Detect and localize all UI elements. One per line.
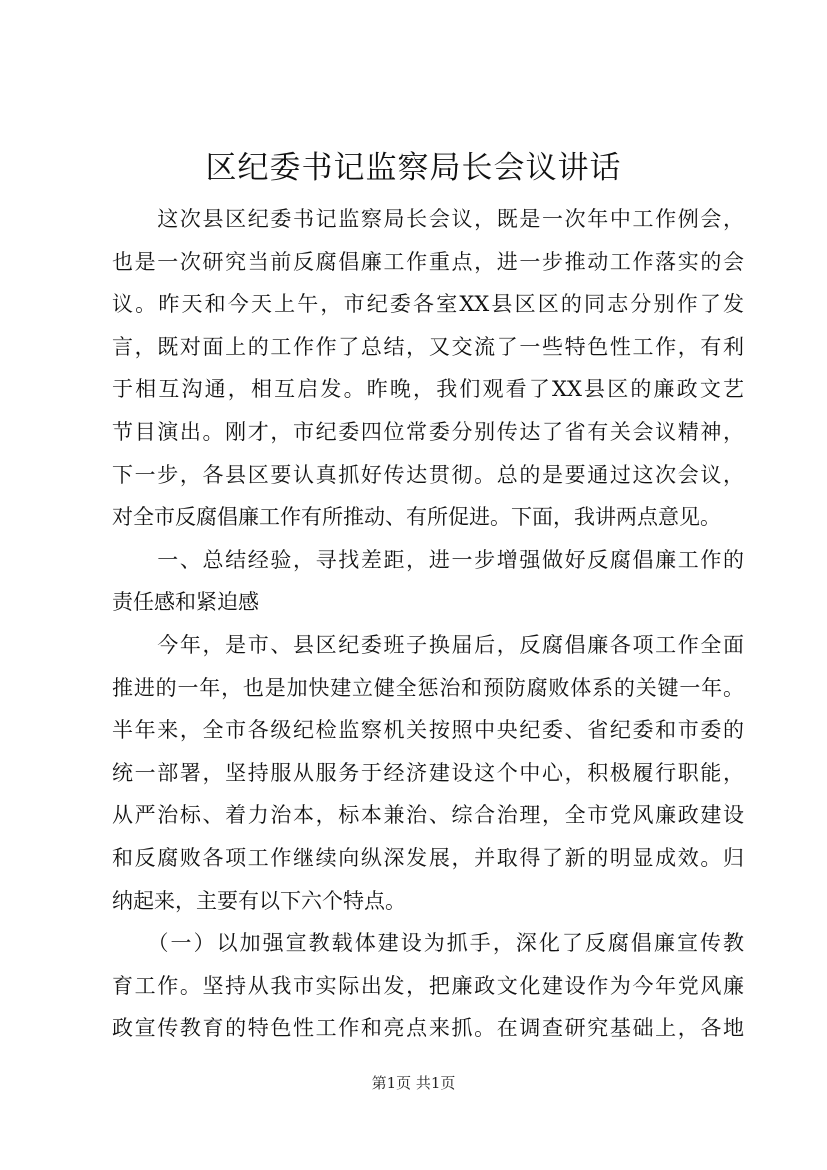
body-line: 这次县区纪委书记监察局长会议，既是一次年中工作例会， bbox=[112, 207, 744, 231]
body-line: 推进的一年，也是加快建立健全惩治和预防腐败体系的关键一年。 bbox=[112, 675, 744, 700]
body-line: 对全市反腐倡廉工作有所推动、有所促进。下面，我讲两点意见。 bbox=[112, 505, 721, 530]
body-line: 议。昨天和今天上午，市纪委各室XX县区区的同志分别作了发 bbox=[112, 292, 744, 317]
body-line: 统一部署，坚持服从服务于经济建设这个中心，积极履行职能， bbox=[112, 760, 744, 785]
body-line: 节目演出。刚才，市纪委四位常委分别传达了省有关会议精神， bbox=[112, 419, 744, 444]
body-line: 也是一次研究当前反腐倡廉工作重点，进一步推动工作落实的会 bbox=[112, 249, 744, 274]
body-line: （一）以加强宣教载体建设为抓手，深化了反腐倡廉宣传教 bbox=[112, 931, 744, 956]
body-line: 今年，是市、县区纪委班子换届后，反腐倡廉各项工作全面 bbox=[112, 632, 744, 657]
body-line: 从严治标、着力治本，标本兼治、综合治理，全市党风廉政建设 bbox=[112, 803, 744, 828]
body-line: 责任感和紧迫感 bbox=[112, 590, 259, 615]
body-line: 一、总结经验，寻找差距，进一步增强做好反腐倡廉工作的 bbox=[112, 547, 744, 572]
body-line: 政宣传教育的特色性工作和亮点来抓。在调查研究基础上，各地 bbox=[112, 1016, 744, 1041]
body-line: 下一步，各县区要认真抓好传达贯彻。总的是要通过这次会议， bbox=[112, 462, 744, 487]
body-line: 和反腐败各项工作继续向纵深发展，并取得了新的明显成效。归 bbox=[112, 845, 744, 870]
body-line: 言，既对面上的工作作了总结，又交流了一些特色性工作，有利 bbox=[112, 334, 744, 359]
document-body bbox=[112, 198, 744, 1050]
body-line: 纳起来，主要有以下六个特点。 bbox=[112, 888, 406, 913]
body-line: 半年来，全市各级纪检监察机关按照中央纪委、省纪委和市委的 bbox=[112, 718, 744, 743]
document-title: 区纪委书记监察局长会议讲话 bbox=[205, 150, 622, 186]
body-line: 于相互沟通，相互启发。昨晚，我们观看了XX县区的廉政文艺 bbox=[112, 377, 744, 402]
page-footer: 第1页 共1页 bbox=[371, 1074, 456, 1092]
body-line: 育工作。坚持从我市实际出发，把廉政文化建设作为今年党风廉 bbox=[112, 973, 744, 998]
